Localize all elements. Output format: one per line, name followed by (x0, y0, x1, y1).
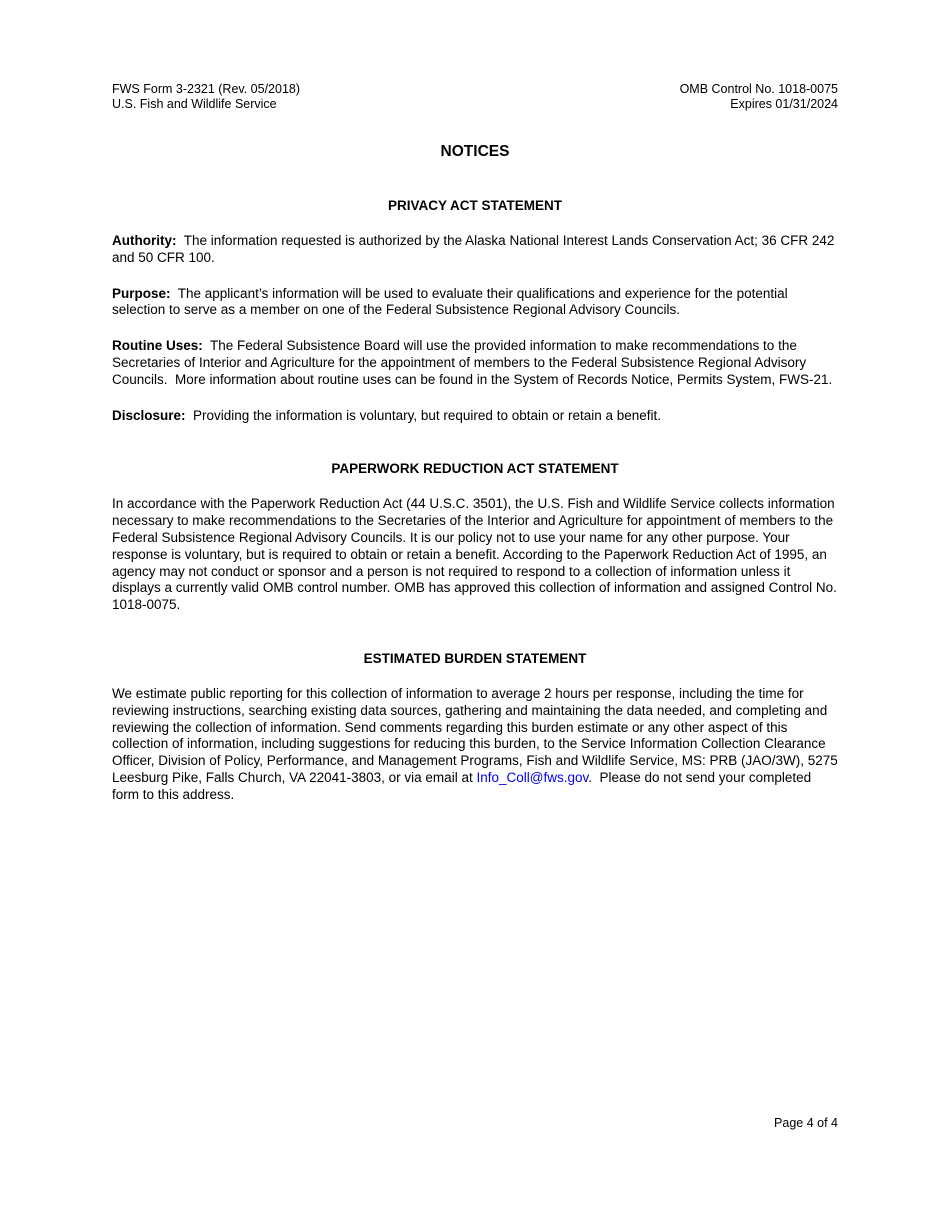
form-number: FWS Form 3-2321 (Rev. 05/2018) (112, 82, 301, 96)
disclosure-text: Providing the information is voluntary, but required to obtain or retain a benefit. (185, 407, 662, 423)
form-header-left (112, 82, 300, 112)
page-number: Page 4 of 4 (774, 1116, 838, 1130)
burden-text-after: . Please do not send your completed form to this address. (112, 769, 815, 802)
purpose-text: The applicant’s information will be used to evaluate their qualifications and experience for the potential selection to serve as a member on one of the Federal Subsistence Regional Advisory Councils. (112, 285, 792, 318)
disclosure-label: Disclosure: (112, 407, 186, 423)
paperwork-reduction-paragraph: In accordance with the Paperwork Reduction Act (44 U.S.C. 3501), the U.S. Fish and Wildlife Service collects information necessary to make recommendations to the Secretaries of the Interior and Agriculture for appointment of members to the Federal Subsistence Regional Advisory Councils. It is our policy not to use your name for any other purpose. Your response is voluntary, but is required to obtain or retain a benefit. According to the Paperwork Reduction Act of 1995, an agency may not conduct or sponsor and a person is not required to respond to a collection of information unless it displays a currently valid OMB control number. OMB has approved this collection of information and assigned Control No. 1018-0075. (112, 496, 837, 613)
routine-uses-paragraph (112, 338, 838, 388)
authority-text: The information requested is authorized by the Alaska National Interest Lands Conservation Act; 36 CFR 242 and 50 CFR 100. (112, 233, 839, 265)
purpose-label: Purpose: (112, 285, 171, 301)
expiration-date: Expires 01/31/2024 (730, 97, 838, 111)
purpose-paragraph (112, 286, 838, 320)
disclosure-paragraph (112, 408, 838, 425)
agency-name: U.S. Fish and Wildlife Service (112, 97, 277, 111)
email-link[interactable]: Info_Coll@fws.gov (476, 769, 589, 785)
burden-text-before: We estimate public reporting for this collection of information to average 2 hours per response, including the time for reviewing instructions, searching existing data sources, gathering and maintaining the data needed, and completing and reviewing the collection of information. Send comments regarding this burden estimate or any other aspect of this collection of information, including suggestions for reducing this burden, to the Service Information Collection Clearance Officer, Division of Policy, Performance, and Management Programs, Fish and Wildlife Service, MS: PRB (JAO/3W), 5275 Leesburg Pike, Falls Church, VA 22041-3803, or via email at (112, 685, 838, 785)
page-title: NOTICES (440, 143, 510, 160)
routine-uses-text: The Federal Subsistence Board will use the provided information to make recommendations to the Secretaries of Interior and Agriculture for the appointment of members to the Federal Subsistence Regional Advisory Councils. More information about routine uses can be found in the System of Records Notice, Permits System, FWS-21. (112, 338, 833, 387)
authority-label: Authority: (112, 233, 177, 248)
document-body (112, 143, 838, 804)
form-header-right (680, 82, 838, 112)
routine-uses-label: Routine Uses: (112, 338, 203, 354)
estimated-burden-paragraph (112, 686, 838, 804)
omb-control-number: OMB Control No. 1018-0075 (679, 82, 838, 96)
estimated-burden-title: ESTIMATED BURDEN STATEMENT (363, 650, 587, 666)
authority-paragraph (112, 233, 838, 267)
paperwork-reduction-title: PAPERWORK REDUCTION ACT STATEMENT (331, 461, 619, 477)
privacy-act-title: PRIVACY ACT STATEMENT (387, 198, 562, 213)
